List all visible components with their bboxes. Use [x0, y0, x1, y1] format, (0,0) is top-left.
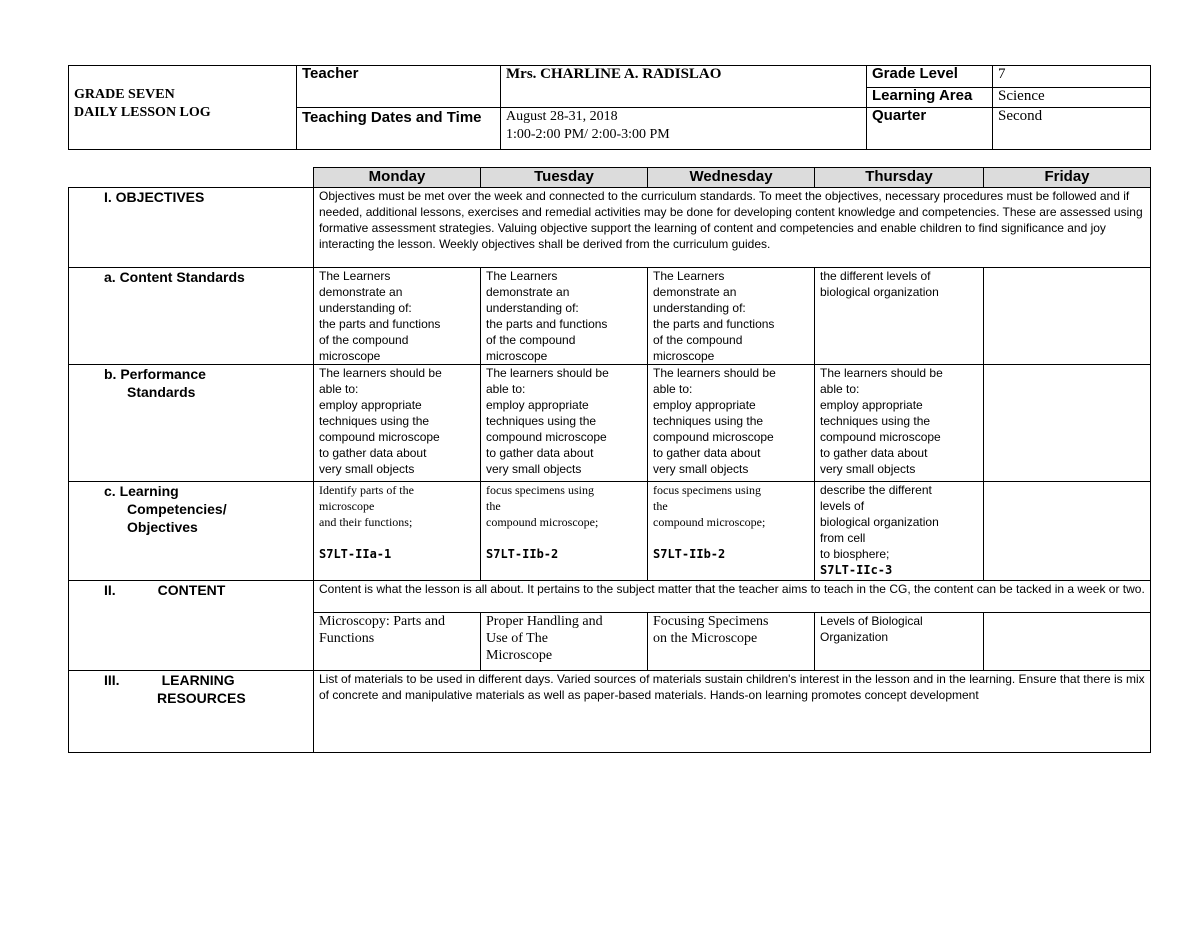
content-standards-thursday: the different levels of biological organization: [815, 268, 984, 365]
learning-area-label: Learning Area: [867, 88, 993, 108]
day-thursday: Thursday: [815, 168, 984, 188]
competency-code: S7LT-IIb-2: [486, 547, 559, 561]
content-wednesday: Focusing Specimens on the Microscope: [648, 613, 815, 671]
learning-area-value: Science: [993, 88, 1151, 108]
objectives-label: I. OBJECTIVES: [69, 188, 314, 268]
day-monday: Monday: [314, 168, 481, 188]
content-monday: Microscopy: Parts and Functions: [314, 613, 481, 671]
teacher-label: Teacher: [297, 66, 501, 108]
content-tuesday: Proper Handling and Use of The Microscope: [481, 613, 648, 671]
competencies-label: c. Learning Competencies/ Objectives: [69, 482, 314, 581]
content-thursday: Levels of Biological Organization: [815, 613, 984, 671]
performance-standards-wednesday: The learners should be able to: employ appropriate techniques using the compound microscope to gather data about very small objects: [648, 365, 815, 482]
performance-standards-row: [69, 365, 1151, 482]
day-tuesday: Tuesday: [481, 168, 648, 188]
teacher-value: Mrs. CHARLINE A. RADISLAO: [501, 66, 867, 108]
performance-standards-monday: The learners should be able to: employ appropriate techniques using the compound microscope to gather data about very small objects: [314, 365, 481, 482]
day-friday: Friday: [984, 168, 1151, 188]
competencies-monday: Identify parts of the microscope and their functions; S7LT-IIa-1: [314, 482, 481, 581]
content-standards-row: [69, 268, 1151, 365]
dates-line-1: August 28-31, 2018: [506, 109, 618, 124]
performance-standards-friday: [984, 365, 1151, 482]
resources-text: List of materials to be used in different days. Varied sources of materials sustain children's interest in the lesson and in the learning. Ensure that there is mix of concrete and manipulative materials as well as paper-based materials. Hands-on learning promotes concept development: [314, 671, 1151, 753]
grade-level-value: 7: [993, 66, 1151, 88]
performance-standards-thursday: The learners should be able to: employ appropriate techniques using the compound microscope to gather data about very small objects: [815, 365, 984, 482]
content-label: II. CONTENT: [69, 581, 314, 671]
content-friday: [984, 613, 1151, 671]
content-row: [69, 581, 1151, 613]
lesson-log-table: [68, 167, 1151, 753]
competencies-friday: [984, 482, 1151, 581]
dates-line-2: 1:00-2:00 PM/ 2:00-3:00 PM: [506, 127, 670, 142]
competencies-thursday: describe the different levels of biological organization from cell to biosphere; S7LT-IIc-3: [815, 482, 984, 581]
dates-label: Teaching Dates and Time: [297, 108, 501, 150]
content-standards-tuesday: The Learners demonstrate an understanding of: the parts and functions of the compound microscope: [481, 268, 648, 365]
content-standards-monday: The Learners demonstrate an understanding of: the parts and functions of the compound microscope: [314, 268, 481, 365]
competencies-tuesday: focus specimens using the compound microscope; S7LT-IIb-2: [481, 482, 648, 581]
title-line-1: GRADE SEVEN: [74, 87, 175, 102]
competency-code: S7LT-IIb-2: [653, 547, 726, 561]
performance-standards-tuesday: The learners should be able to: employ appropriate techniques using the compound microscope to gather data about very small objects: [481, 365, 648, 482]
log-title: [69, 66, 297, 150]
dates-value: [501, 108, 867, 150]
quarter-label: Quarter: [867, 108, 993, 150]
content-standards-label: a. Content Standards: [69, 268, 314, 365]
resources-row: [69, 671, 1151, 753]
performance-standards-label: b. Performance Standards: [69, 365, 314, 482]
content-text: Content is what the lesson is all about. It pertains to the subject matter that the teacher aims to teach in the CG, the content can be tacked in a week or two.: [314, 581, 1151, 613]
grade-level-label: Grade Level: [867, 66, 993, 88]
competencies-wednesday: focus specimens using the compound microscope; S7LT-IIb-2: [648, 482, 815, 581]
day-header-row: [69, 168, 1151, 188]
day-wednesday: Wednesday: [648, 168, 815, 188]
objectives-row: [69, 188, 1151, 268]
objectives-text: Objectives must be met over the week and connected to the curriculum standards. To meet the objectives, necessary procedures must be followed and if needed, additional lessons, exercises and remedial activities may be done for developing content knowledge and competencies. These are assessed using formative assessment strategies. Valuing objective support the learning of content and competencies and enable children to find significance and joy interacting the lesson. Weekly objectives shall be derived from the curriculum guides.: [314, 188, 1151, 268]
title-line-2: DAILY LESSON LOG: [74, 105, 211, 120]
competency-code: S7LT-IIc-3: [820, 563, 893, 577]
competencies-row: [69, 482, 1151, 581]
content-standards-friday: [984, 268, 1151, 365]
header-table: [68, 65, 1151, 150]
competency-code: S7LT-IIa-1: [319, 547, 392, 561]
content-standards-wednesday: The Learners demonstrate an understanding of: the parts and functions of the compound microscope: [648, 268, 815, 365]
quarter-value: Second: [993, 108, 1151, 150]
resources-label: III. LEARNING RESOURCES: [69, 671, 314, 753]
